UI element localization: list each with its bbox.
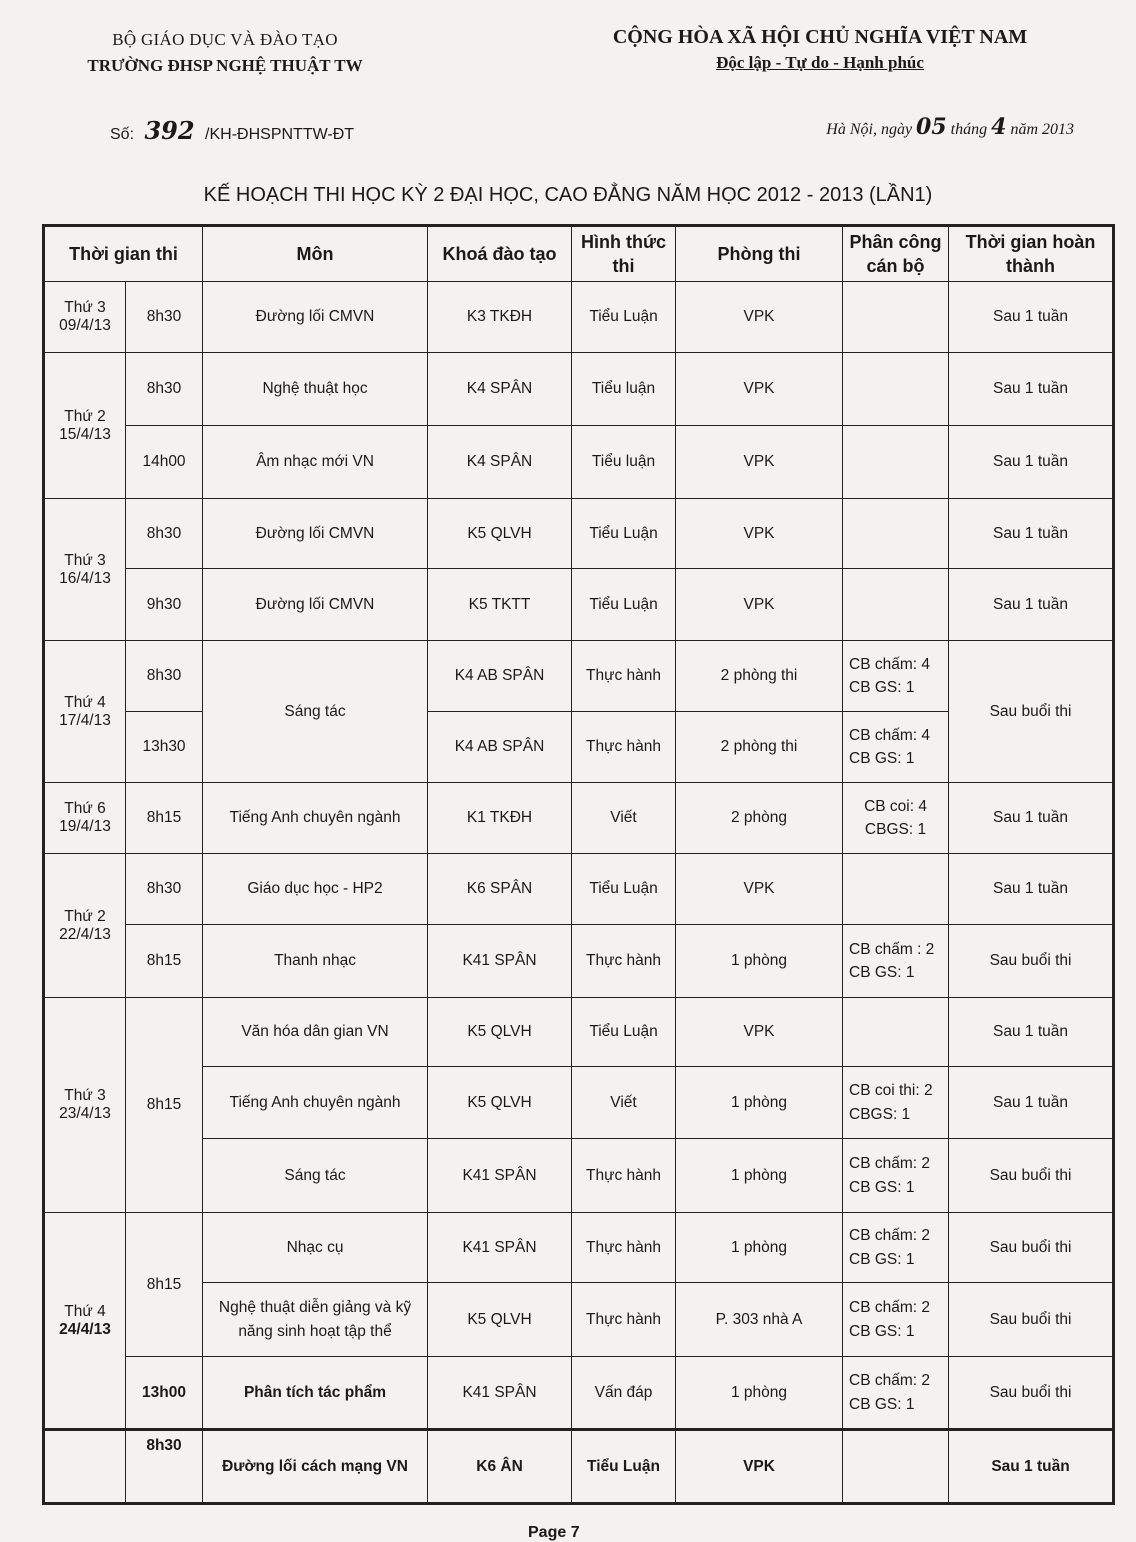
staff-cell: CB chấm: 2 CB GS: 1 (843, 1213, 949, 1283)
course-cell: K41 SPÂN (428, 1139, 572, 1213)
form-cell: Thực hành (572, 925, 676, 998)
page-footer: Page 7 (528, 1524, 580, 1541)
staff-cell (843, 854, 949, 925)
completion-cell: Sau 1 tuần (949, 282, 1114, 353)
room-cell: VPK (676, 353, 843, 426)
room-cell: 1 phòng (676, 1139, 843, 1213)
staff-cell (843, 499, 949, 569)
room-cell: VPK (676, 1430, 843, 1504)
document-number (110, 116, 354, 145)
form-cell: Thực hành (572, 641, 676, 712)
time-cell: 8h30 (126, 353, 203, 426)
course-cell: K1 TKĐH (428, 783, 572, 854)
completion-cell: Sau 1 tuần (949, 499, 1114, 569)
form-cell: Thực hành (572, 712, 676, 783)
document-date (826, 114, 1074, 140)
completion-cell: Sau 1 tuần (949, 854, 1114, 925)
subject-cell: Nghệ thuật học (203, 353, 428, 426)
staff-cell (843, 426, 949, 499)
ministry-name: BỘ GIÁO DỤC VÀ ĐÀO TẠO (112, 30, 338, 49)
document-title: KẾ HOẠCH THI HỌC KỲ 2 ĐẠI HỌC, CAO ĐẲNG NĂM HỌC 2012 - 2013 (LẦN1) (203, 184, 933, 206)
col-header-course: Khoá đào tạo (428, 226, 572, 282)
col-header-time: Thời gian thi (44, 226, 203, 282)
completion-cell: Sau 1 tuần (949, 1067, 1114, 1139)
day-cell: Thứ 4 17/4/13 (44, 641, 126, 783)
room-cell: 1 phòng (676, 1357, 843, 1430)
completion-cell: Sau buổi thi (949, 641, 1114, 783)
table-row (44, 1430, 1114, 1504)
room-cell: VPK (676, 998, 843, 1067)
course-cell: K4 SPÂN (428, 353, 572, 426)
form-cell: Viết (572, 783, 676, 854)
course-cell: K6 ÂN (428, 1430, 572, 1504)
completion-cell: Sau buổi thi (949, 1213, 1114, 1283)
time-cell: 8h15 (126, 998, 203, 1213)
date-month: 4 (991, 114, 1007, 140)
time-cell: 8h30 (126, 499, 203, 569)
time-cell: 8h15 (126, 783, 203, 854)
day-cell: Thứ 2 15/4/13 (44, 353, 126, 499)
so-number: 392 (144, 116, 195, 145)
time-cell: 14h00 (126, 426, 203, 499)
form-cell: Tiểu luận (572, 353, 676, 426)
staff-cell: CB coi: 4 CBGS: 1 (843, 783, 949, 854)
subject-cell: Sáng tác (203, 1139, 428, 1213)
completion-cell: Sau 1 tuần (949, 998, 1114, 1067)
subject-cell: Tiếng Anh chuyên ngành (203, 1067, 428, 1139)
course-cell: K4 SPÂN (428, 426, 572, 499)
table-row (44, 282, 1114, 353)
day-cell (44, 1430, 126, 1504)
table-row (44, 1357, 1114, 1430)
staff-cell (843, 569, 949, 641)
time-cell: 9h30 (126, 569, 203, 641)
course-cell: K5 QLVH (428, 499, 572, 569)
room-cell: VPK (676, 854, 843, 925)
form-cell: Tiểu Luận (572, 998, 676, 1067)
form-cell: Tiểu Luận (572, 854, 676, 925)
completion-cell: Sau buổi thi (949, 1283, 1114, 1357)
subject-cell: Đường lối CMVN (203, 282, 428, 353)
form-cell: Vấn đáp (572, 1357, 676, 1430)
day-cell: Thứ 3 23/4/13 (44, 998, 126, 1213)
subject-cell: Phân tích tác phẩm (203, 1357, 428, 1430)
course-cell: K41 SPÂN (428, 925, 572, 998)
day-cell: Thứ 3 09/4/13 (44, 282, 126, 353)
exam-schedule-table (42, 224, 1115, 1505)
date-year: năm 2013 (1010, 121, 1074, 138)
subject-cell: Đường lối CMVN (203, 499, 428, 569)
course-cell: K5 TKTT (428, 569, 572, 641)
staff-cell (843, 998, 949, 1067)
course-cell: K6 SPÂN (428, 854, 572, 925)
subject-cell: Văn hóa dân gian VN (203, 998, 428, 1067)
course-cell: K4 AB SPÂN (428, 712, 572, 783)
room-cell: VPK (676, 426, 843, 499)
form-cell: Tiểu Luận (572, 499, 676, 569)
staff-cell: CB chấm: 2 CB GS: 1 (843, 1139, 949, 1213)
so-code: /KH-ĐHSPNTTW-ĐT (205, 126, 355, 143)
room-cell: VPK (676, 282, 843, 353)
subject-cell: Nhạc cụ (203, 1213, 428, 1283)
col-header-completion: Thời gian hoàn thành (949, 226, 1114, 282)
subject-cell: Thanh nhạc (203, 925, 428, 998)
time-cell: 8h30 (126, 854, 203, 925)
day-cell: Thứ 2 22/4/13 (44, 854, 126, 998)
time-cell: 13h00 (126, 1357, 203, 1430)
time-cell: 8h30 (126, 641, 203, 712)
staff-cell (843, 282, 949, 353)
time-cell: 8h15 (126, 1213, 203, 1357)
date-prefix: Hà Nội, ngày (826, 121, 913, 138)
table-row (44, 925, 1114, 998)
table-row (44, 1213, 1114, 1283)
date-month-label: tháng (950, 121, 988, 138)
republic-name: CỘNG HÒA XÃ HỘI CHỦ NGHĨA VIỆT NAM (612, 26, 1028, 48)
col-header-subject: Môn (203, 226, 428, 282)
course-cell: K4 AB SPÂN (428, 641, 572, 712)
room-cell: 2 phòng thi (676, 641, 843, 712)
table-header-row (44, 226, 1114, 282)
staff-cell: CB chấm : 2 CB GS: 1 (843, 925, 949, 998)
staff-cell: CB chấm: 4 CB GS: 1 (843, 641, 949, 712)
staff-cell (843, 353, 949, 426)
completion-cell: Sau 1 tuần (949, 1430, 1114, 1504)
completion-cell: Sau buổi thi (949, 925, 1114, 998)
form-cell: Thực hành (572, 1213, 676, 1283)
room-cell: VPK (676, 569, 843, 641)
table-row (44, 783, 1114, 854)
room-cell: 2 phòng (676, 783, 843, 854)
room-cell: 1 phòng (676, 1213, 843, 1283)
form-cell: Thực hành (572, 1139, 676, 1213)
col-header-room: Phòng thi (676, 226, 843, 282)
form-cell: Viết (572, 1067, 676, 1139)
staff-cell: CB chấm: 2 CB GS: 1 (843, 1357, 949, 1430)
subject-cell: Đường lối cách mạng VN (203, 1430, 428, 1504)
subject-cell: Âm nhạc mới VN (203, 426, 428, 499)
time-cell: 8h15 (126, 925, 203, 998)
time-cell: 8h30 (126, 282, 203, 353)
national-motto: Độc lập - Tự do - Hạnh phúc (716, 53, 924, 72)
date-day: 05 (916, 114, 947, 140)
table-row (44, 426, 1114, 499)
course-cell: K3 TKĐH (428, 282, 572, 353)
course-cell: K5 QLVH (428, 1067, 572, 1139)
table-row (44, 353, 1114, 426)
table-row (44, 569, 1114, 641)
table-row (44, 1283, 1114, 1357)
completion-cell: Sau 1 tuần (949, 569, 1114, 641)
staff-cell: CB chấm: 2 CB GS: 1 (843, 1283, 949, 1357)
course-cell: K41 SPÂN (428, 1213, 572, 1283)
subject-cell: Nghệ thuật diễn giảng và kỹ năng sinh hoạt tập thể (203, 1283, 428, 1357)
completion-cell: Sau 1 tuần (949, 426, 1114, 499)
day-cell: Thứ 6 19/4/13 (44, 783, 126, 854)
form-cell: Thực hành (572, 1283, 676, 1357)
header-right (580, 26, 1060, 73)
table-row (44, 499, 1114, 569)
col-header-staff: Phân công cán bộ (843, 226, 949, 282)
completion-cell: Sau 1 tuần (949, 353, 1114, 426)
day-cell: Thứ 3 16/4/13 (44, 499, 126, 641)
form-cell: Tiểu Luận (572, 569, 676, 641)
table-row (44, 1139, 1114, 1213)
completion-cell: Sau 1 tuần (949, 783, 1114, 854)
room-cell: P. 303 nhà A (676, 1283, 843, 1357)
staff-cell (843, 1430, 949, 1504)
table-row (44, 641, 1114, 712)
form-cell: Tiểu luận (572, 426, 676, 499)
course-cell: K5 QLVH (428, 998, 572, 1067)
staff-cell: CB chấm: 4 CB GS: 1 (843, 712, 949, 783)
subject-cell: Tiếng Anh chuyên ngành (203, 783, 428, 854)
table-row (44, 854, 1114, 925)
table-row (44, 998, 1114, 1067)
form-cell: Tiểu Luận (572, 282, 676, 353)
course-cell: K41 SPÂN (428, 1357, 572, 1430)
table-row (44, 1067, 1114, 1139)
subject-cell: Giáo dục học - HP2 (203, 854, 428, 925)
school-name: TRƯỜNG ĐHSP NGHỆ THUẬT TW (87, 56, 363, 75)
room-cell: 1 phòng (676, 925, 843, 998)
room-cell: VPK (676, 499, 843, 569)
header-left (60, 30, 390, 76)
day-cell: Thứ 4 24/4/13 (44, 1213, 126, 1430)
completion-cell: Sau buổi thi (949, 1139, 1114, 1213)
room-cell: 1 phòng (676, 1067, 843, 1139)
room-cell: 2 phòng thi (676, 712, 843, 783)
col-header-form: Hình thức thi (572, 226, 676, 282)
subject-cell: Sáng tác (203, 641, 428, 783)
so-label: Số: (110, 126, 135, 143)
form-cell: Tiểu Luận (572, 1430, 676, 1504)
time-cell: 8h30 (126, 1430, 203, 1504)
staff-cell: CB coi thi: 2 CBGS: 1 (843, 1067, 949, 1139)
completion-cell: Sau buổi thi (949, 1357, 1114, 1430)
subject-cell: Đường lối CMVN (203, 569, 428, 641)
course-cell: K5 QLVH (428, 1283, 572, 1357)
time-cell: 13h30 (126, 712, 203, 783)
